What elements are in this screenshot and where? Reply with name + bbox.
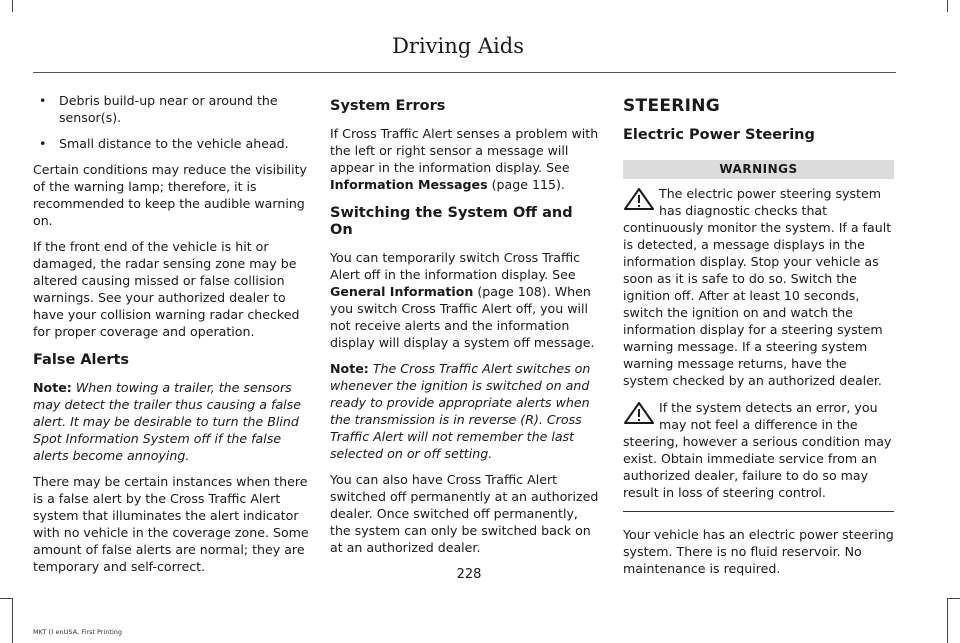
note-label: Note: bbox=[330, 361, 369, 376]
cross-reference-link[interactable]: General Information bbox=[330, 284, 474, 299]
cross-reference-link[interactable]: Information Messages bbox=[330, 177, 488, 192]
page-reference: (page 115). bbox=[487, 177, 565, 192]
section-heading-system-errors: System Errors bbox=[330, 98, 446, 114]
warnings-end-rule bbox=[623, 511, 894, 512]
note-paragraph bbox=[330, 360, 600, 462]
paragraph-text: If Cross Traffic Alert senses a problem with the left or right sensor a message will appear in the information display. See bbox=[330, 126, 599, 175]
note-text: When towing a trailer, the sensors may detect the trailer thus causing a false alert. It may be desirable to turn the Blind Spot Information System off if the false alerts become annoying. bbox=[33, 380, 301, 463]
bullet-item bbox=[33, 135, 310, 152]
bullet-text: Small distance to the vehicle ahead. bbox=[59, 136, 289, 151]
page-number: 228 bbox=[456, 567, 482, 582]
crop-mark bbox=[0, 598, 12, 599]
header-divider bbox=[33, 72, 896, 73]
paragraph-text: You can temporarily switch Cross Traffic Alert off in the information display. See bbox=[330, 250, 581, 282]
warning-triangle-icon bbox=[623, 401, 655, 425]
crop-mark bbox=[947, 598, 948, 643]
section-heading-electric-power-steering: Electric Power Steering bbox=[623, 127, 815, 143]
warning-triangle-icon bbox=[623, 187, 655, 211]
crop-mark bbox=[12, 0, 13, 12]
bullet-mark: • bbox=[39, 136, 47, 151]
crop-mark bbox=[948, 598, 960, 599]
column-right bbox=[623, 92, 894, 586]
paragraph: If the front end of the vehicle is hit or damaged, the radar sensing zone may be altered causing missed or false collision warnings. See your authorized dealer to have your collision warning radar checked for proper coverage and operation. bbox=[33, 239, 300, 339]
warning-paragraph bbox=[623, 185, 894, 389]
paragraph-text: (page 108). When you switch Cross Traffic Alert off, you will not receive alerts and the information display will display a system off message. bbox=[330, 284, 595, 350]
crop-mark bbox=[947, 0, 948, 12]
bullet-mark: • bbox=[39, 93, 47, 108]
crop-mark bbox=[12, 598, 13, 643]
paragraph: There may be certain instances when there is a false alert by the Cross Traffic Alert system that illuminates the alert indicator with no vehicle in the coverage zone. Some amount of false alerts are normal; they are temporary and self-correct. bbox=[33, 474, 309, 574]
warning-text: If the system detects an error, you may not feel a difference in the steering, however a serious condition may exist. Obtain immediate service from an authorized dealer, failure to do so may result in loss of steering control. bbox=[623, 400, 892, 500]
paragraph bbox=[330, 249, 600, 351]
note-label: Note: bbox=[33, 380, 72, 395]
note-paragraph bbox=[33, 379, 310, 464]
bullet-text: Debris build-up near or around the sensor(s). bbox=[59, 93, 278, 125]
paragraph: Your vehicle has an electric power steering system. There is no fluid reservoir. No maintenance is required. bbox=[623, 527, 894, 576]
section-heading-false-alerts: False Alerts bbox=[33, 352, 130, 368]
print-info: MKT () enUSA, First Printing bbox=[33, 628, 122, 636]
warning-paragraph bbox=[623, 399, 894, 501]
warnings-banner: WARNINGS bbox=[623, 160, 894, 179]
warning-text: The electric power steering system has diagnostic checks that continuously monitor the system. If a fault is detected, a message displays in the information display. Stop your vehicle as soon as it is safe to do so. Switch the ignition off. After at least 10 seconds, switch the ignition on and watch the information display for a steering system warning message. If a steering system warning message returns, have the system checked by an authorized dealer. bbox=[623, 186, 892, 388]
paragraph: Certain conditions may reduce the visibility of the warning lamp; therefore, it is recommended to keep the audible warning on. bbox=[33, 162, 307, 228]
column-left bbox=[33, 92, 310, 584]
bullet-item bbox=[33, 92, 310, 126]
page-header-title: Driving Aids bbox=[392, 34, 524, 58]
column-middle bbox=[330, 92, 600, 565]
note-text: The Cross Traffic Alert switches on whenever the ignition is switched on and ready to provide appropriate alerts when the transmission is in reverse (R). Cross Traffic Alert will not remember the last selected on or off setting. bbox=[330, 361, 591, 461]
paragraph bbox=[330, 125, 600, 193]
section-heading-switching: Switching the System Off and On bbox=[330, 205, 573, 238]
section-heading-steering: STEERING bbox=[623, 96, 721, 116]
paragraph: You can also have Cross Traffic Alert switched off permanently at an authorized dealer. Once switched off permanently, the system can only be switched back on at an authorized dealer. bbox=[330, 472, 599, 555]
